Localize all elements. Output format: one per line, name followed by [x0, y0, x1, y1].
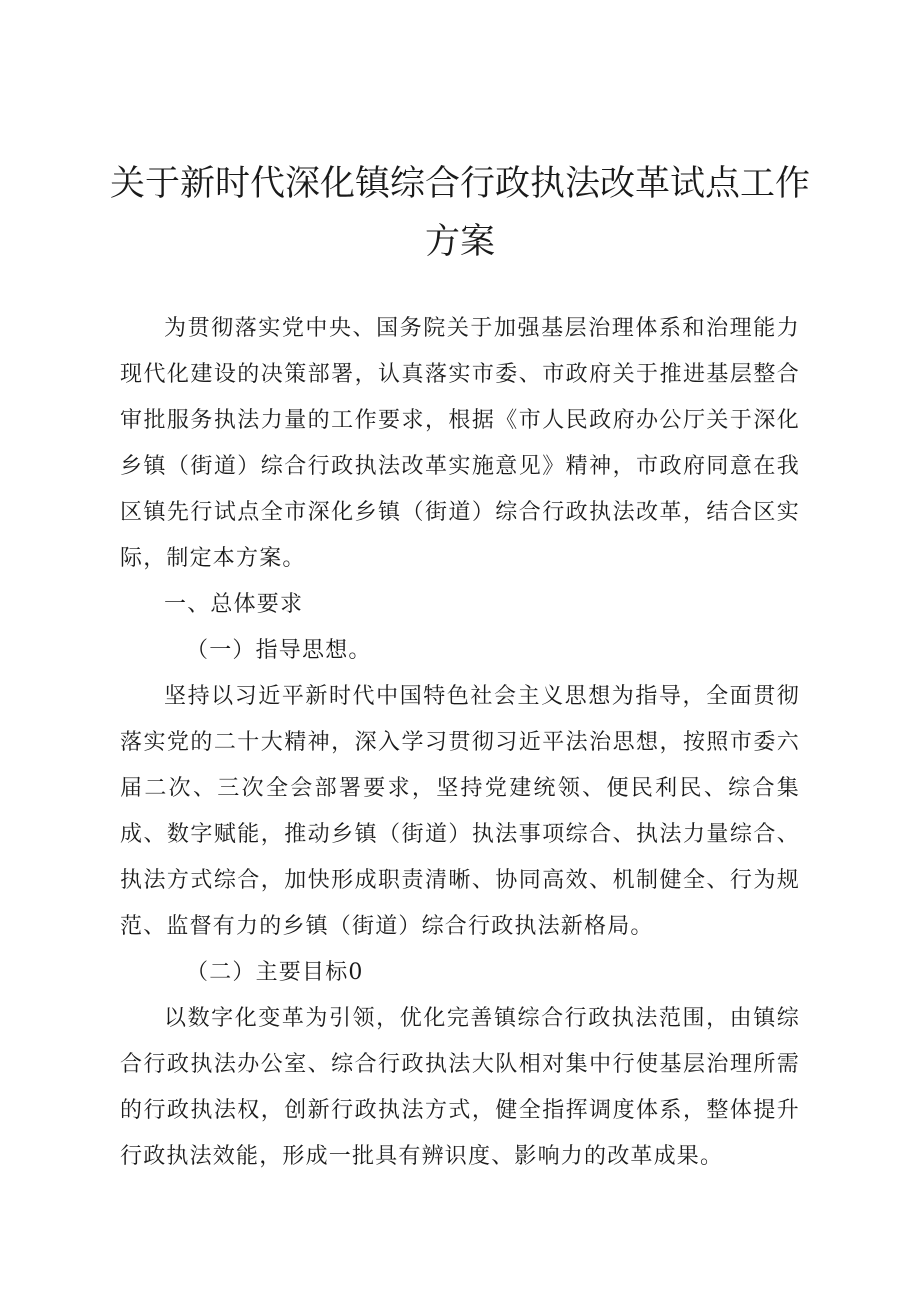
subsection-heading-main-goals: （二）主要目标0 [186, 960, 364, 985]
paragraph-main-goals: 以数字化变革为引领，优化完善镇综合行政执法范围，由镇综合行政执法办公室、综合行政执法大队相对集中行使基层治理所需的行政执法权，创新行政执法方式，健全指挥调度体系，整体提升行政执法效能，形成一批具有辨识度、影响力的改革成果。 [120, 1006, 800, 1169]
document-title [100, 155, 820, 271]
document-title-line-2: 方案 [424, 222, 495, 262]
paragraph-intro: 为贯彻落实党中央、国务院关于加强基层治理体系和治理能力现代化建设的决策部署，认真落实市委、市政府关于推进基层整合审批服务执法力量的工作要求，根据《市人民政府办公厅关于深化乡镇（街道）综合行政执法改革实施意见》精神，市政府同意在我区镇先行试点全市深化乡镇（街道）综合行政执法改革，结合区实际，制定本方案。 [120, 316, 800, 571]
paragraph-guiding-ideology: 坚持以习近平新时代中国特色社会主义思想为指导，全面贯彻落实党的二十大精神，深入学习贯彻习近平法治思想，按照市委六届二次、三次全会部署要求，坚持党建统领、便民利民、综合集成、数字赋能，推动乡镇（街道）执法事项综合、执法力量综合、执法方式综合，加快形成职责清晰、协同高效、机制健全、行为规范、监督有力的乡镇（街道）综合行政执法新格局。 [120, 684, 800, 939]
section-heading-general-requirements: 一、总体要求 [164, 592, 304, 617]
subsection-heading-guiding-ideology: （一）指导思想。 [186, 638, 372, 663]
document-body [120, 306, 800, 1180]
document-title-line-1: 关于新时代深化镇综合行政执法改革试点工作 [109, 164, 810, 204]
